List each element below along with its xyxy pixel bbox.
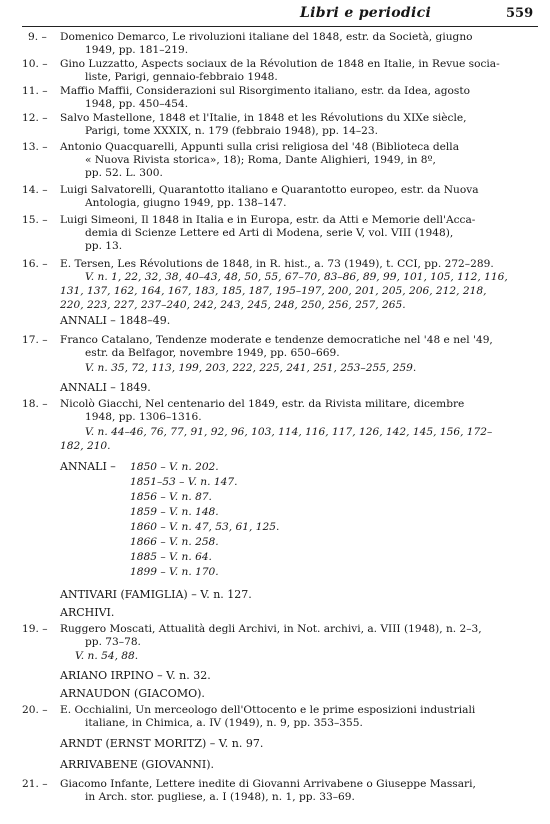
entry-number: 19. – (22, 623, 48, 635)
entry-line: Luigi Salvatorelli, Quarantotto italiano e Quarantotto europeo, estr. da Nuova (60, 184, 479, 196)
heading-annali-1849: ANNALI – 1849. (60, 381, 151, 394)
entry-line: 1949, pp. 181–219. (85, 44, 189, 56)
heading-arrivabene: ARRIVABENE (GIOVANNI). (60, 758, 215, 771)
heading-arndt: ARNDT (ERNST MORITZ) – V. n. 97. (60, 737, 264, 750)
entry-line: Domenico Demarco, Le rivoluzioni italiane del 1848, estr. da Società, giugno (60, 31, 473, 43)
entry-line: E. Occhialini, Un merceologo dell'Ottocento e le prime esposizioni industriali (60, 704, 476, 716)
entry-line: in Arch. stor. pugliese, a. I (1948), n. 1, pp. 33–69. (85, 791, 355, 803)
entry-line: pp. 73–78. (85, 636, 141, 648)
entry-number: 16. – (22, 258, 48, 270)
entry-line: estr. da Belfagor, novembre 1949, pp. 650–669. (85, 347, 340, 359)
entry-line: demia di Scienze Lettere ed Arti di Modena, serie V, vol. VIII (1948), (85, 227, 454, 239)
annali-list-item: 1866 – V. n. 258. (130, 536, 219, 548)
entry-number: 15. – (22, 214, 48, 226)
entry-line: Salvo Mastellone, 1848 et l'Italie, in 1848 et les Révolutions du XIXe siècle, (60, 112, 467, 124)
entry-line: 182, 210. (60, 440, 111, 452)
annali-list-item: 1850 – V. n. 202. (130, 461, 219, 473)
entry-number: 13. – (22, 141, 48, 153)
entry-line: Gino Luzzatto, Aspects sociaux de la Révolution de 1848 en Italie, in Revue socia- (60, 58, 500, 70)
entry-line: 131, 137, 162, 164, 167, 183, 185, 187, 195–197, 200, 201, 205, 206, 212, 218, (60, 285, 487, 297)
entry-line: Maffio Maffii, Considerazioni sul Risorgimento italiano, estr. da Idea, agosto (60, 85, 470, 97)
entry-number: 20. – (22, 704, 48, 716)
entry-line: Nicolò Giacchi, Nel centenario del 1849, estr. da Rivista militare, dicembre (60, 398, 465, 410)
entry-line: « Nuova Rivista storica», 18); Roma, Dante Alighieri, 1949, in 8º, (85, 154, 436, 166)
entry-line: 1948, pp. 450–454. (85, 98, 189, 110)
heading-archivi: ARCHIVI. (60, 606, 115, 619)
entry-line: pp. 13. (85, 240, 123, 252)
entry-number: 14. – (22, 184, 48, 196)
heading-annali-1848: ANNALI – 1848–49. (60, 314, 171, 327)
heading-ariano: ARIANO IRPINO – V. n. 32. (60, 669, 211, 682)
entry-line: E. Tersen, Les Révolutions de 1848, in R. hist., a. 73 (1949), t. CCI, pp. 272–289. (60, 258, 494, 270)
entry-line: Antonio Quacquarelli, Appunti sulla crisi religiosa del '48 (Biblioteca della (60, 141, 460, 153)
entry-line: pp. 52. L. 300. (85, 167, 163, 179)
entry-number: 12. – (22, 112, 48, 124)
annali-list-item: 1851–53 – V. n. 147. (130, 476, 238, 488)
entry-line: Giacomo Infante, Lettere inedite di Giovanni Arrivabene o Giuseppe Massari, (60, 778, 476, 790)
entry-line: Antologia, giugno 1949, pp. 138–147. (85, 197, 287, 209)
entry-number: 10. – (22, 58, 48, 70)
entry-number: 11. – (22, 85, 48, 97)
entry-number: 17. – (22, 334, 48, 346)
annali-list-item: 1856 – V. n. 87. (130, 491, 212, 503)
annali-list-label: ANNALI – (60, 460, 116, 473)
annali-list-item: 1899 – V. n. 170. (130, 566, 219, 578)
heading-antivari: ANTIVARI (FAMIGLIA) – V. n. 127. (60, 588, 252, 601)
entry-line: italiane, in Chimica, a. IV (1949), n. 9, pp. 353–355. (85, 717, 363, 729)
entry-line: Ruggero Moscati, Attualità degli Archivi, in Not. archivi, a. VIII (1948), n. 2–3, (60, 623, 482, 635)
entry-line: Luigi Simeoni, Il 1848 in Italia e in Europa, estr. da Atti e Memorie dell'Acca- (60, 214, 476, 226)
entry-line: liste, Parigi, gennaio-febbraio 1948. (85, 71, 278, 83)
running-title: Libri e periodici (300, 5, 432, 21)
heading-arnaudon: ARNAUDON (GIACOMO). (60, 687, 205, 700)
entry-line: V. n. 1, 22, 32, 38, 40–43, 48, 50, 55, 67–70, 83–86, 89, 99, 101, 105, 112, 116, (85, 271, 508, 283)
entry-line: Parigi, tome XXXIX, n. 179 (febbraio 1948), pp. 14–23. (85, 125, 379, 137)
annali-list-item: 1860 – V. n. 47, 53, 61, 125. (130, 521, 280, 533)
annali-list-item: 1885 – V. n. 64. (130, 551, 212, 563)
entry-line: 1948, pp. 1306–1316. (85, 411, 202, 423)
annali-list-item: 1859 – V. n. 148. (130, 506, 219, 518)
entry-line: Franco Catalano, Tendenze moderate e tendenze democratiche nel '48 e nel '49, (60, 334, 493, 346)
entry-line: V. n. 44–46, 76, 77, 91, 92, 96, 103, 114, 116, 117, 126, 142, 145, 156, 172– (85, 426, 493, 438)
entry-number: 21. – (22, 778, 48, 790)
entry-line: 220, 223, 227, 237–240, 242, 243, 245, 248, 250, 256, 257, 265. (60, 299, 406, 311)
header-rule (22, 26, 538, 27)
entry-number: 18. – (22, 398, 48, 410)
entry-line: V. n. 54, 88. (75, 650, 139, 662)
page-number: 559 (506, 6, 534, 21)
entry-number: 9. – (28, 31, 47, 43)
entry-line: V. n. 35, 72, 113, 199, 203, 222, 225, 241, 251, 253–255, 259. (85, 362, 417, 374)
